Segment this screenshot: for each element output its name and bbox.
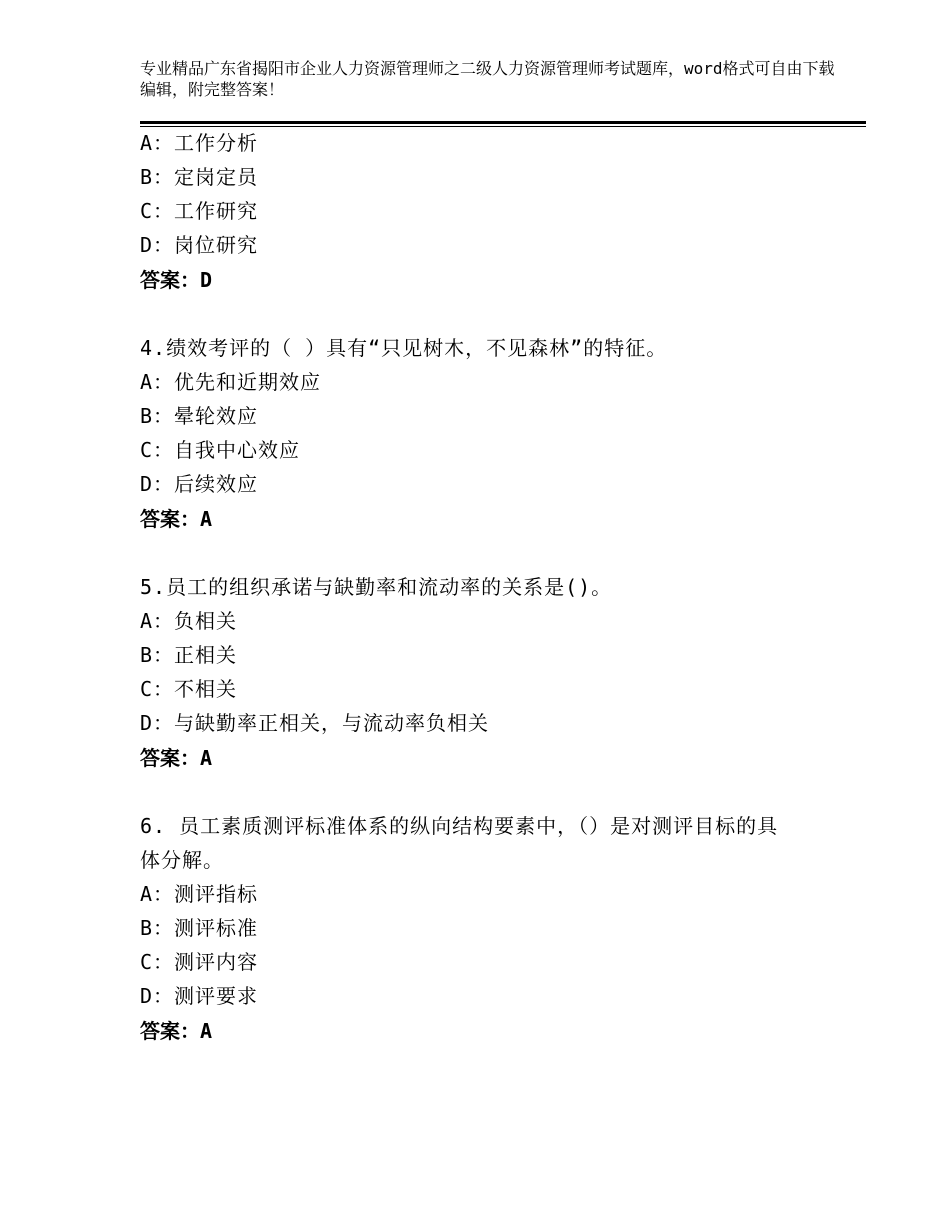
q6-option-a: A：测评指标 xyxy=(140,882,259,906)
q6-option-c: C：测评内容 xyxy=(140,950,259,974)
header-rule-thick xyxy=(140,121,866,124)
q5-option-b: B：正相关 xyxy=(140,643,238,667)
q5-stem: 5.员工的组织承诺与缺勤率和流动率的关系是()。 xyxy=(140,575,613,599)
q6-stem-line2: 体分解。 xyxy=(140,848,224,872)
q6-option-b: B：测评标准 xyxy=(140,916,259,940)
q4-stem: 4.绩效考评的（ ）具有“只见树木，不见森林”的特征。 xyxy=(140,336,668,360)
q4-option-d: D：后续效应 xyxy=(140,472,259,496)
q3-option-a: A：工作分析 xyxy=(140,131,259,155)
q5-option-a: A：负相关 xyxy=(140,609,238,633)
q6-answer: 答案：A xyxy=(140,1019,213,1043)
q5-option-d: D：与缺勤率正相关，与流动率负相关 xyxy=(140,711,490,735)
header-rule-thin xyxy=(140,126,866,127)
q5-answer: 答案：A xyxy=(140,746,213,770)
q6-stem-line1: 6. 员工素质测评标准体系的纵向结构要素中，（）是对测评目标的具 xyxy=(140,814,779,838)
q6-option-d: D：测评要求 xyxy=(140,984,259,1008)
document-header: 专业精品广东省揭阳市企业人力资源管理师之二级人力资源管理师考试题库，word格式可自由下载编辑，附完整答案！ xyxy=(140,59,835,99)
q3-answer: 答案：D xyxy=(140,268,213,292)
q3-option-d: D：岗位研究 xyxy=(140,233,259,257)
q5-option-c: C：不相关 xyxy=(140,677,238,701)
q4-option-b: B：晕轮效应 xyxy=(140,404,259,428)
q4-option-c: C：自我中心效应 xyxy=(140,438,301,462)
q3-option-b: B：定岗定员 xyxy=(140,165,259,189)
q4-answer: 答案：A xyxy=(140,507,213,531)
q4-option-a: A：优先和近期效应 xyxy=(140,370,322,394)
q3-option-c: C：工作研究 xyxy=(140,199,259,223)
